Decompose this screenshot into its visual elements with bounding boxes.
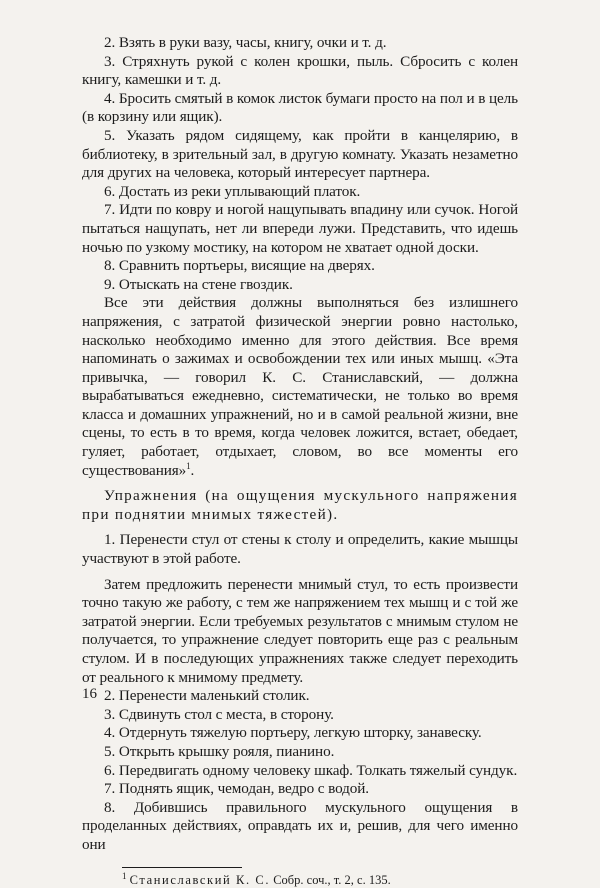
spacer (82, 524, 518, 531)
list-item: 8. Добившись правильного мускульного ощущения в проделанных действиях, оправдать их и, решив, для чего именно они (82, 798, 518, 853)
list-item: 4. Отдернуть тяжелую портьеру, легкую шторку, занавеску. (104, 724, 482, 742)
footnote (82, 872, 518, 888)
list-item: 4. Бросить смятый в комок листок бумаги просто на пол и в цель (в корзину или ящик). (82, 89, 518, 126)
footnote-divider (122, 867, 242, 868)
footnote-author: Станиславский К. С. (129, 872, 271, 887)
list-item: 5. Открыть крышку рояля, пианино. (104, 742, 335, 760)
list-item: 6. Передвигать одному человеку шкаф. Толкать тяжелый сундук. (104, 761, 518, 779)
section-heading: Упражнения (на ощущения мускульного напряжения при поднятии мнимых тяжестей). (82, 487, 518, 523)
footnote-number: 1 (122, 870, 127, 881)
list-item: 3. Сдвинуть стол с места, в сторону. (104, 705, 334, 723)
spacer (82, 569, 518, 576)
body-paragraph-text: Все эти действия должны выполняться без излишнего напряжения, с затратой физической энергии ровно настолько, насколько необходимо именно для этого действия. Все время напоминать о зажимах и освобождении тех или иных мышц. «Эта привычка, — говорил К. С. Станиславский, — должна вырабатываться ежедневно, систематически, не только во время класса и домашних упражнений, но и в самой реальной жизни, вне сцены, то есть в то время, когда человек ложится, встает, обедает, гуляет, работает, отдыхает, словом, во все моменты его существования» (82, 294, 518, 479)
exercise-item: 1. Перенести стул от стены к столу и определить, какие мышцы участвуют в этой работе. (82, 531, 518, 568)
action-list-top (82, 34, 518, 294)
list-item: 8. Сравнить портьеры, висящие на дверях. (104, 257, 375, 275)
footnote-marker: 1 (186, 460, 191, 471)
list-item: 9. Отыскать на стене гвоздик. (104, 275, 293, 293)
list-item: 5. Указать рядом сидящему, как пройти в канцелярию, в библиотеку, в зрительный зал, в другую комнату. Указать незаметно для других на человека, который интересует партнера. (82, 126, 518, 182)
body-paragraph: Все эти действия должны выполняться без излишнего напряжения, с затратой физической энергии ровно настолько, насколько необходимо именно для этого действия. Все время напоминать о зажимах и освобождении тех или иных мышц. «Эта привычка, — говорил К. С. Станиславский, — должна вырабатываться ежедневно, систематически, не только во время класса и домашних упражнений, но и в самой реальной жизни, вне сцены, то есть в то время, когда человек ложится, встает, обедает, гуляет, работает, отдыхает, словом, во все моменты его существования»$^1$. (82, 294, 518, 479)
body-paragraph: Затем предложить перенести мнимый стул, то есть произвести точно такую же работу, с тем же напряжением тех мышц и с той же затратой энергии. Если требуемых результатов с мнимым стулом не получается, то упражнение следует повторить еще раз с реальным стулом. И в последующих упражнениях также следует переходить от реального к мнимому предмету. (82, 575, 518, 686)
page-number: 16 (82, 686, 97, 702)
list-item: 3. Стряхнуть рукой с колен крошки, пыль. Сбросить с колен книгу, камешки и т. д. (82, 52, 518, 89)
list-item: 7. Идти по ковру и ногой нащупывать впадину или сучок. Ногой пытаться нащупать, нет ли впереди лужи. Представить, что идешь ночью по узкому мостику, на котором не хватает одной доски. (82, 201, 518, 256)
action-list-bottom (82, 687, 518, 854)
spacer (82, 480, 518, 487)
list-item: 2. Перенести маленький столик. (104, 687, 310, 705)
list-item: 7. Поднять ящик, чемодан, ведро с водой. (104, 780, 369, 798)
list-item: 6. Достать из реки уплывающий платок. (104, 182, 361, 200)
list-item: 2. Взять в руки вазу, часы, книгу, очки и т. д. (104, 34, 387, 51)
footnote-source: Собр. соч., т. 2, с. 135. (273, 872, 391, 887)
